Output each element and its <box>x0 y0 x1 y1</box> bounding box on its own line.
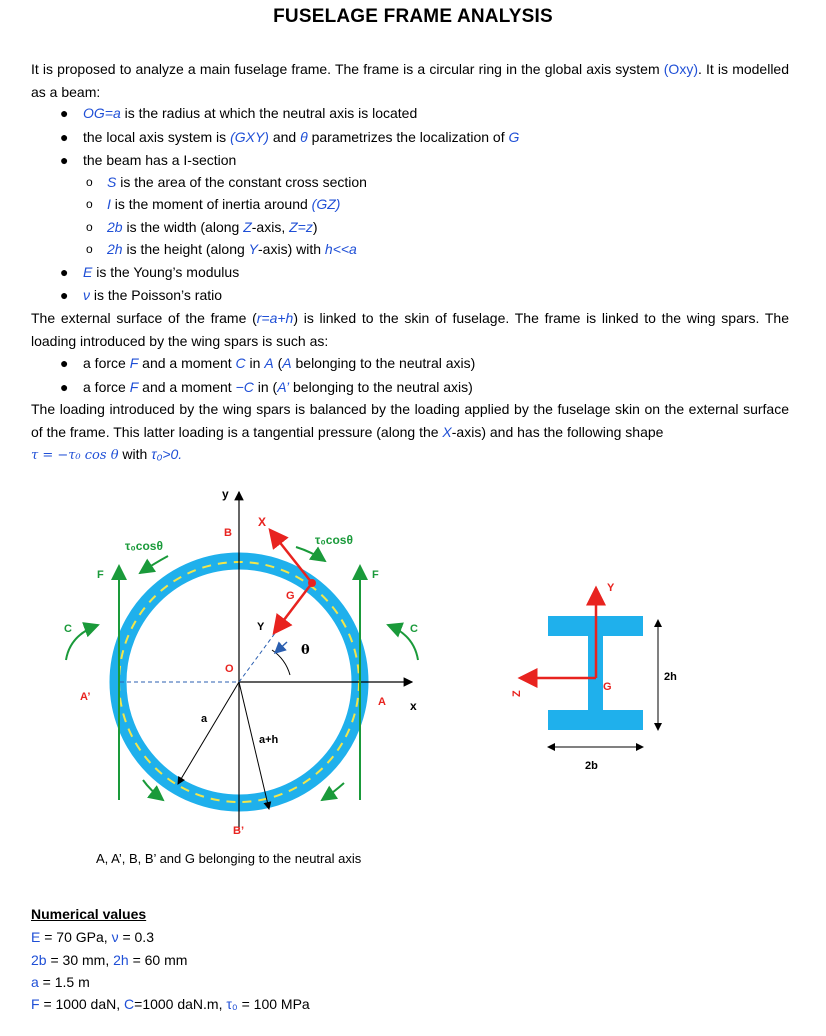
bullet-radius: ● OG=a is the radius at which the neutral axis is located <box>60 105 418 121</box>
label-y: y <box>222 487 229 501</box>
intro-text-end: . It is modelled as a beam: <box>31 61 790 100</box>
subbullet-height: o 2h is the height (along Y-axis) with h<<a <box>86 241 357 257</box>
label-x: x <box>410 699 417 713</box>
label-a: a <box>201 713 208 725</box>
intro-text: It is proposed to analyze a main fuselage frame. The frame is a circular ring in the global axis system <box>31 61 660 77</box>
numerical-line-4: F = 1000 daN, C=1000 daN.m, τ₀ = 100 MPa <box>31 996 310 1012</box>
oxy-label: (Oxy) <box>663 61 698 77</box>
section-bottom-flange <box>548 710 643 730</box>
label-tau-right: τ₀cosθ <box>315 533 353 547</box>
theta-arc <box>272 650 290 675</box>
numerical-line-2: 2b = 30 mm, 2h = 60 mm <box>31 952 188 968</box>
balance-paragraph: The loading introduced by the wing spars is balanced by the loading applied by the fuselage skin on the external surface of the frame. This latter loading is a tangential pressure (along the X-axis) and has the following shape τ = −τ₀ cos θ with τ₀>0. <box>31 401 789 463</box>
section-label-Y: Y <box>607 582 615 594</box>
radius-a <box>178 682 239 784</box>
bullet-section: ● the beam has a I-section <box>60 152 237 168</box>
label-F-right: F <box>372 569 379 581</box>
bullet-young: ● E is the Young’s modulus <box>60 264 240 280</box>
label-theta: θ <box>301 643 310 658</box>
section-label-2h: 2h <box>664 671 677 683</box>
label-X-local: X <box>258 515 267 529</box>
label-C-left: C <box>64 623 72 635</box>
label-Y-local: Y <box>257 621 265 633</box>
subbullet-width: o 2b is the width (along Z-axis, Z=z) <box>86 219 318 235</box>
numerical-line-3: a = 1.5 m <box>31 974 90 990</box>
page-title: FUSELAGE FRAME ANALYSIS <box>273 6 553 27</box>
theta-arrow <box>275 642 287 653</box>
frame-diagram <box>0 470 826 910</box>
label-Bp: B’ <box>233 825 244 837</box>
label-Ap: A’ <box>80 691 91 703</box>
loading-paragraph: The external surface of the frame (r=a+h) is linked to the skin of fuselage. The frame is linked to the wing spars. The loading introduced by the wing spars is such as: <box>31 310 790 349</box>
bullet-local-axis: ● the local axis system is (GXY) and θ parametrizes the localization of G <box>60 129 520 145</box>
section-label-G: G <box>603 681 612 693</box>
numerical-title: Numerical values <box>31 906 147 922</box>
label-B: B <box>224 527 232 539</box>
numerical-line-1: E = 70 GPa, ν = 0.3 <box>31 929 154 945</box>
label-O: O <box>225 663 234 675</box>
label-A: A <box>378 696 386 708</box>
intro-paragraph <box>31 58 789 103</box>
label-G: G <box>286 590 295 602</box>
bullet-load-A: ● a force F and a moment C in A (A belonging to the neutral axis) <box>60 355 476 371</box>
subbullet-area: o S is the area of the constant cross section <box>86 174 367 190</box>
tau-arrow-bottom-right <box>322 783 344 800</box>
section-label-Z: Z <box>511 690 523 697</box>
label-C-right: C <box>410 623 418 635</box>
bullet-load-Ap: ● a force F and a moment −C in (A’ belonging to the neutral axis) <box>60 379 473 395</box>
figure-caption: A, A’, B, B’ and G belonging to the neutral axis <box>96 851 362 866</box>
label-a-plus-h: a+h <box>259 734 279 746</box>
section-label-2b: 2b <box>585 760 598 772</box>
label-F-left: F <box>97 569 104 581</box>
tau-arrow-top-left <box>140 556 168 573</box>
tau-arrow-top-right <box>296 547 325 561</box>
bullet-poisson: ● ν is the Poisson’s ratio <box>60 287 223 303</box>
subbullet-inertia: o I is the moment of inertia around (GZ) <box>86 196 341 212</box>
label-tau-left: τ₀cosθ <box>125 539 163 553</box>
